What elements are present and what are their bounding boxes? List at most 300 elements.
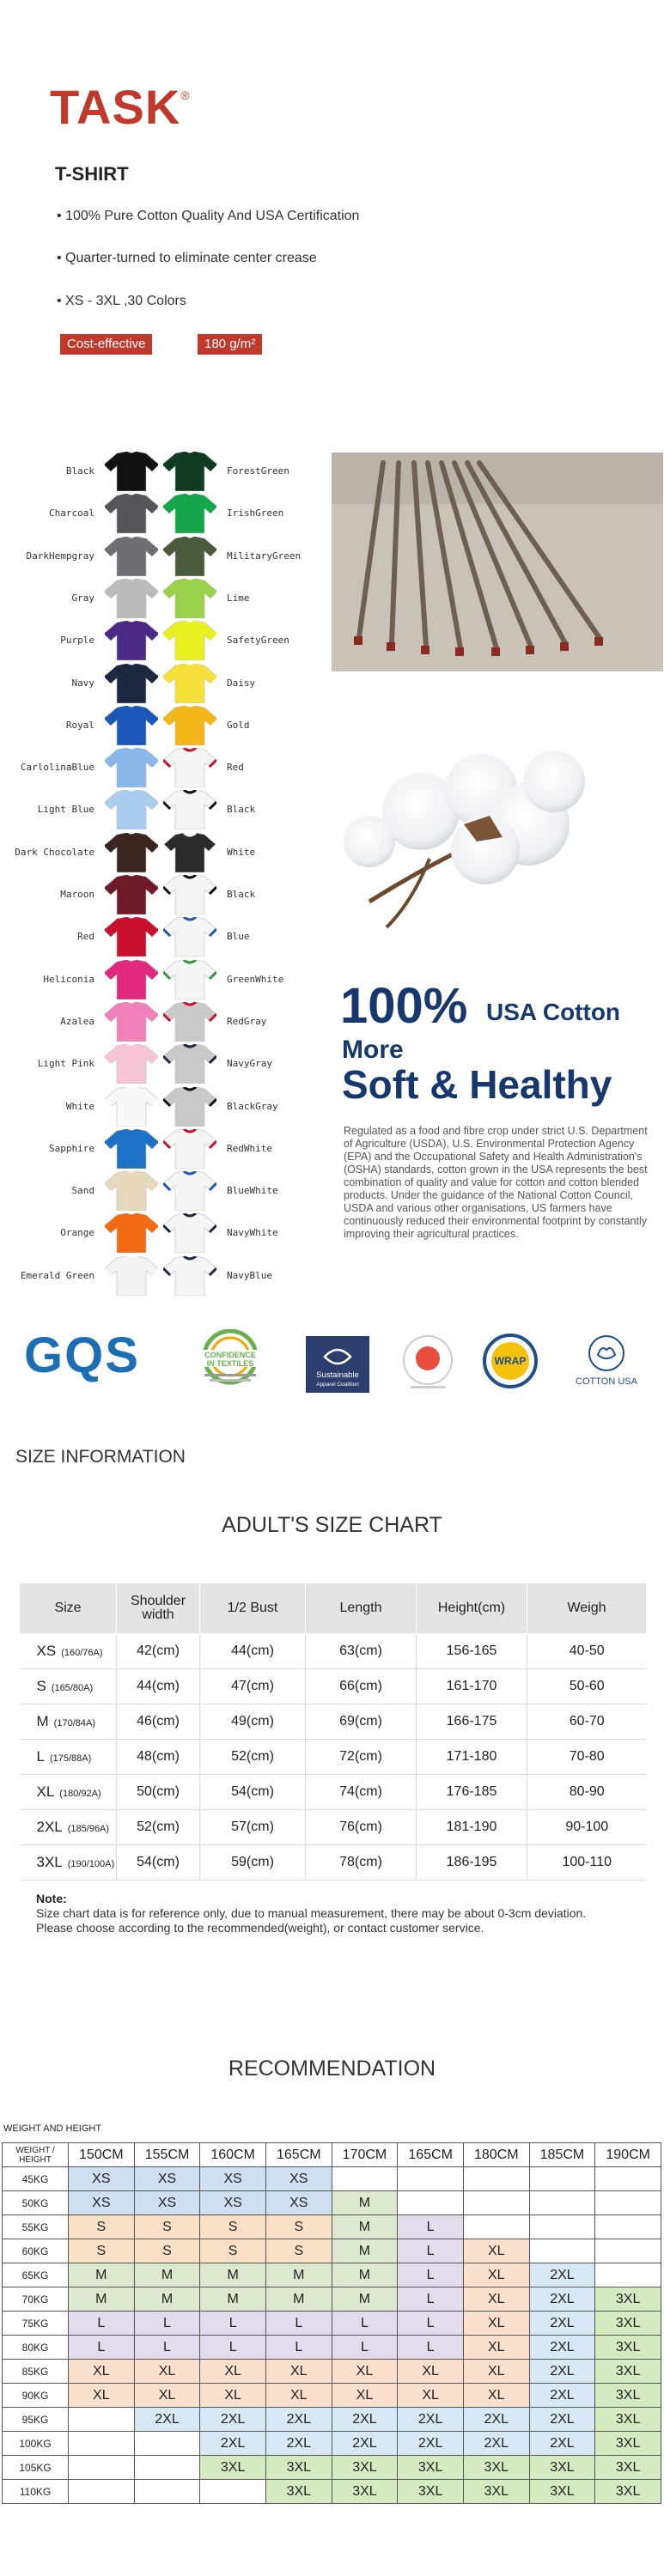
size-recommendation-cell: 2XL [463,2432,529,2456]
note-line: Size chart data is for reference only, due to manual measurement, there may be about 0-3cm deviation. [36,1906,587,1920]
shirt-swatch [105,790,158,829]
shirt-swatch [105,664,158,703]
weight-cell: 110KG [3,2480,69,2504]
bust-cell: 57(cm) [200,1810,306,1845]
shirt-swatch [105,833,158,872]
bust-cell: 59(cm) [200,1845,306,1880]
size-recommendation-cell [463,2191,529,2215]
bust-cell: 54(cm) [200,1775,306,1810]
size-recommendation-cell: 3XL [595,2336,661,2360]
cotton-boll-photo [318,730,610,945]
size-recommendation-cell: 3XL [595,2360,661,2384]
height-header-cell: 170CM [332,2143,398,2167]
shirt-swatch [163,960,216,999]
color-label-left: Azalea [60,1016,94,1027]
size-recommendation-cell [398,2167,464,2191]
size-recommendation-cell: 2XL [529,2408,595,2432]
weight-cell: 75KG [3,2312,69,2336]
height-header-cell: 165CM [398,2143,464,2167]
weight-cell: 90KG [3,2384,69,2408]
size-recommendation-cell: S [69,2215,135,2239]
brand-logo: TASK® [50,80,191,134]
size-recommendation-cell: XL [200,2360,266,2384]
size-recommendation-cell [529,2239,595,2263]
size-chart-table [19,1583,647,1880]
sustainable-apparel-logo [306,1336,369,1396]
color-label-left: Heliconia [43,974,94,985]
size-recommendation-cell: 3XL [332,2456,398,2480]
shoulder-cell: 50(cm) [117,1775,200,1810]
size-recommendation-cell [595,2167,661,2191]
color-label-right: IrishGreen [227,507,284,519]
usa-cotton-percent: 100% [340,978,468,1034]
size-chart-title: ADULT'S SIZE CHART [222,1513,442,1537]
size-recommendation-cell: L [69,2336,135,2360]
sustainable-label: Sustainable [316,1370,359,1380]
note-line: Please choose according to the recommended(weight), or contact customer service. [36,1921,484,1935]
feature-crease: • Quarter-turned to eliminate center crease [57,251,317,265]
size-recommendation-cell: XL [463,2239,529,2263]
size-recommendation-cell: L [69,2312,135,2336]
recommendation-table [2,2142,661,2504]
size-recommendation-cell [134,2456,200,2480]
shirt-swatch [105,1171,158,1211]
size-recommendation-cell: 2XL [200,2432,266,2456]
length-cell: 74(cm) [306,1775,417,1810]
size-recommendation-cell: L [200,2336,266,2360]
size-recommendation-cell [529,2191,595,2215]
size-recommendation-cell: S [265,2239,332,2263]
size-recommendation-cell: 3XL [595,2312,661,2336]
usa-cotton-description: Regulated as a food and fibre crop under strict U.S. Department of Agriculture (USDA), U.S. Environmental Protection Agency (EPA) and the Occupational Safety and Health Administration's (OSHA) standards, cotton grown in the USA represents the best combination of quality and value for cotton and cotton blended products. Under the guidance of the National Cotton Council, USDA and various other organisations, US farmers have continuously reduced their environmental footprint by constantly improving their agricultural practices. [344,1125,648,1240]
size-recommendation-cell: S [134,2239,200,2263]
header-size: Size [20,1583,117,1634]
size-recommendation-cell: S [134,2215,200,2239]
size-recommendation-cell: 3XL [200,2456,266,2480]
height-cell: 156-165 [417,1634,527,1669]
color-label-left: Gray [71,592,94,604]
cotton-usa-text: COTTON USA [576,1376,637,1387]
length-cell: 69(cm) [306,1704,417,1740]
header-shoulder: Shoulder width [117,1583,200,1634]
bust-cell: 49(cm) [200,1704,306,1740]
usa-more-text: More [342,1036,404,1064]
shirt-swatch [105,706,158,745]
color-label-right: RedWhite [227,1143,272,1154]
size-recommendation-cell: M [200,2263,266,2287]
size-recommendation-cell: 3XL [595,2432,661,2456]
shirt-swatch [163,621,216,660]
weight-cell: 100-110 [527,1845,647,1880]
size-recommendation-cell [595,2263,661,2287]
color-label-left: Light Pink [37,1058,94,1069]
size-recommendation-cell: M [332,2215,398,2239]
size-recommendation-cell: XL [134,2360,200,2384]
size-recommendation-cell: M [134,2263,200,2287]
length-cell: 76(cm) [306,1810,417,1845]
color-label-left: Light Blue [37,804,94,815]
recommendation-row [3,2432,661,2456]
size-recommendation-cell [134,2432,200,2456]
shirt-swatch [105,748,158,787]
size-recommendation-cell: 2XL [265,2432,332,2456]
size-recommendation-cell: 3XL [463,2480,529,2504]
recommendation-row [3,2287,661,2312]
size-recommendation-cell: M [134,2287,200,2312]
badge-cost-effective: Cost-effective [60,334,152,355]
shirt-swatch [105,1087,158,1127]
size-recommendation-cell: XL [69,2384,135,2408]
size-recommendation-cell: XL [332,2360,398,2384]
weight-cell: 85KG [3,2360,69,2384]
color-label-right: White [227,847,256,858]
color-label-left: Sapphire [49,1143,94,1154]
size-recommendation-cell: XS [69,2167,135,2191]
shirt-swatch [105,579,158,618]
size-recommendation-cell: XS [134,2191,200,2215]
size-recommendation-cell: L [398,2215,464,2239]
color-label-left: CarlolinaBlue [20,762,94,773]
size-recommendation-cell: L [200,2312,266,2336]
shirt-swatch [163,1002,216,1042]
size-recommendation-cell: XL [69,2360,135,2384]
size-recommendation-cell: L [398,2239,464,2263]
size-recommendation-cell: 2XL [265,2408,332,2432]
cotton-field-photo [332,453,663,671]
size-recommendation-cell: 3XL [332,2480,398,2504]
color-label-right: BlackGray [227,1101,278,1112]
bust-cell: 44(cm) [200,1634,306,1669]
bust-cell: 52(cm) [200,1740,306,1775]
shirt-swatch [163,917,216,957]
header-height: Height(cm) [417,1583,527,1634]
color-label-left: Black [65,465,94,477]
feature-cotton: • 100% Pure Cotton Quality And USA Certification [57,209,360,223]
color-label-left: Navy [71,677,94,689]
seal-logo [400,1333,455,1396]
size-recommendation-cell: 3XL [595,2480,661,2504]
size-recommendation-cell: 2XL [332,2408,398,2432]
size-recommendation-cell: XL [463,2336,529,2360]
size-recommendation-cell: 3XL [529,2480,595,2504]
size-cell: 2XL (185/96A) [20,1810,117,1845]
size-recommendation-cell: L [332,2312,398,2336]
size-recommendation-cell: XS [200,2191,266,2215]
bust-cell: 47(cm) [200,1669,306,1704]
length-cell: 72(cm) [306,1740,417,1775]
shirt-swatch [163,1256,216,1296]
size-recommendation-cell: XL [463,2360,529,2384]
size-recommendation-cell: 2XL [529,2360,595,2384]
height-cell: 186-195 [417,1845,527,1880]
weight-cell: 70-80 [527,1740,647,1775]
size-cell: XS (160/76A) [20,1634,117,1669]
shirt-swatch [163,579,216,618]
recommendation-row [3,2384,661,2408]
size-row [20,1845,647,1880]
recommendation-row [3,2336,661,2360]
height-cell: 166-175 [417,1704,527,1740]
size-recommendation-cell [463,2215,529,2239]
shirt-swatch [105,960,158,999]
recommendation-row [3,2480,661,2504]
weight-cell: 45KG [3,2167,69,2191]
shirt-swatch [163,706,216,745]
weight-cell: 95KG [3,2408,69,2432]
weight-cell: 100KG [3,2432,69,2456]
badge-weight: 180 g/m² [198,334,262,355]
gqs-logo: GQS [24,1327,140,1383]
weight-cell: 80-90 [527,1775,647,1810]
recommendation-row [3,2215,661,2239]
usa-soft-healthy-text: Soft & Healthy [342,1062,612,1107]
size-recommendation-cell: 2XL [332,2432,398,2456]
size-recommendation-cell: 3XL [595,2408,661,2432]
size-recommendation-cell: XS [134,2167,200,2191]
weight-cell: 80KG [3,2336,69,2360]
size-recommendation-cell: 3XL [595,2456,661,2480]
shirt-swatch [163,664,216,703]
oeko-line1: CONFIDENCE [204,1351,256,1359]
shirt-swatch [163,1129,216,1169]
size-recommendation-cell: M [200,2287,266,2312]
size-recommendation-cell [463,2167,529,2191]
shirt-swatch [163,748,216,787]
size-recommendation-cell: M [265,2287,332,2312]
shoulder-cell: 46(cm) [117,1704,200,1740]
recommendation-row [3,2456,661,2480]
size-cell: XL (180/92A) [20,1775,117,1810]
height-header-cell: 190CM [595,2143,661,2167]
recommendation-row [3,2360,661,2384]
shirt-swatch [105,917,158,957]
size-recommendation-cell: 2XL [134,2408,200,2432]
size-cell: M (170/84A) [20,1704,117,1740]
wrap-logo [482,1333,539,1396]
size-recommendation-cell [69,2480,135,2504]
shoulder-cell: 54(cm) [117,1845,200,1880]
size-recommendation-cell: S [200,2239,266,2263]
height-header-cell: 165CM [265,2143,332,2167]
size-recommendation-cell [200,2480,266,2504]
height-header-cell: 160CM [200,2143,266,2167]
size-recommendation-cell: 2XL [398,2408,464,2432]
size-recommendation-cell: 2XL [200,2408,266,2432]
shirt-swatch [163,1044,216,1084]
color-label-right: MilitaryGreen [227,550,302,562]
size-recommendation-cell: XL [200,2384,266,2408]
note-title: Note: [36,1892,67,1905]
color-label-right: RedGray [227,1016,267,1027]
size-recommendation-cell: M [69,2287,135,2312]
weight-cell: 50-60 [527,1669,647,1704]
size-recommendation-cell: S [265,2215,332,2239]
size-recommendation-cell: 3XL [398,2456,464,2480]
size-recommendation-cell [134,2480,200,2504]
color-label-right: Lime [227,592,250,604]
size-recommendation-cell: L [332,2336,398,2360]
weight-cell: 40-50 [527,1634,647,1669]
size-row [20,1810,647,1845]
color-label-right: SafetyGreen [227,635,289,646]
color-label-right: NavyGray [227,1058,272,1069]
weight-cell: 60-70 [527,1704,647,1740]
shirt-swatch [105,1002,158,1042]
recommendation-row [3,2167,661,2191]
color-label-left: Purple [60,635,94,646]
size-recommendation-cell: M [332,2239,398,2263]
size-cell: 3XL (190/100A) [20,1845,117,1880]
size-recommendation-cell: L [398,2336,464,2360]
shirt-swatch [105,494,158,533]
shirt-swatch [163,833,216,872]
shirt-swatch [105,1213,158,1253]
size-recommendation-cell: XL [463,2287,529,2312]
size-row [20,1775,647,1810]
color-label-right: GreenWhite [227,974,284,985]
size-recommendation-cell [595,2191,661,2215]
size-recommendation-cell: M [332,2263,398,2287]
size-recommendation-cell: M [332,2191,398,2215]
size-recommendation-cell: S [200,2215,266,2239]
recommendation-row [3,2263,661,2287]
color-label-right: ForestGreen [227,465,289,477]
length-cell: 66(cm) [306,1669,417,1704]
shirt-swatch [163,1213,216,1253]
recommendation-row [3,2239,661,2263]
size-recommendation-cell [69,2456,135,2480]
length-cell: 78(cm) [306,1845,417,1880]
recommendation-row [3,2191,661,2215]
oeko-tex-logo [187,1329,273,1393]
size-information-title: SIZE INFORMATION [15,1447,186,1467]
sustainable-sub: Apparel Coalition [316,1382,359,1388]
shirt-swatch [105,621,158,660]
weight-cell: 65KG [3,2263,69,2287]
header-length: Length [306,1583,417,1634]
size-recommendation-cell: 2XL [463,2408,529,2432]
size-row [20,1704,647,1740]
size-recommendation-cell: XS [265,2191,332,2215]
size-recommendation-cell: 3XL [265,2456,332,2480]
size-recommendation-cell: M [265,2263,332,2287]
length-cell: 63(cm) [306,1634,417,1669]
color-label-left: Maroon [60,889,94,900]
size-header-row [20,1583,647,1634]
color-label-left: DarkHempgray [26,550,94,562]
oeko-line2: IN TEXTILES [206,1359,254,1368]
size-recommendation-cell: XS [265,2167,332,2191]
usa-cotton-label: USA Cotton [486,999,621,1025]
size-recommendation-cell: XL [398,2384,464,2408]
size-recommendation-cell: M [69,2263,135,2287]
size-cell: L (175/88A) [20,1740,117,1775]
height-header-cell: 180CM [463,2143,529,2167]
size-recommendation-cell [69,2432,135,2456]
size-recommendation-cell: XL [265,2384,332,2408]
shirt-swatch [163,494,216,533]
size-recommendation-cell [595,2215,661,2239]
color-label-right: Daisy [227,677,256,689]
color-label-right: NavyBlue [227,1270,272,1281]
shirt-swatch [105,537,158,576]
shirt-swatch [163,790,216,829]
weight-cell: 55KG [3,2215,69,2239]
height-header-cell: 150CM [69,2143,135,2167]
shirt-swatch [163,1087,216,1127]
shirt-swatch [105,1256,158,1296]
height-cell: 161-170 [417,1669,527,1704]
size-recommendation-cell: L [134,2312,200,2336]
size-recommendation-cell: XL [398,2360,464,2384]
shirt-swatch [163,1171,216,1211]
size-recommendation-cell: XL [134,2384,200,2408]
size-row [20,1740,647,1775]
header-weight: Weigh [527,1583,647,1634]
color-label-right: NavyWhite [227,1227,278,1238]
size-recommendation-cell: L [265,2336,332,2360]
size-recommendation-cell: L [398,2263,464,2287]
size-recommendation-cell: 2XL [529,2287,595,2312]
weight-cell: 70KG [3,2287,69,2312]
color-label-left: Red [77,931,94,942]
color-label-left: Emerald Green [20,1270,94,1281]
height-cell: 171-180 [417,1740,527,1775]
size-recommendation-cell: XS [200,2167,266,2191]
shoulder-cell: 44(cm) [117,1669,200,1704]
size-recommendation-cell: XL [463,2263,529,2287]
recommendation-header-row [3,2143,661,2167]
size-recommendation-cell: 2XL [398,2432,464,2456]
size-recommendation-cell: 3XL [595,2287,661,2312]
size-recommendation-cell [69,2408,135,2432]
size-recommendation-cell: 2XL [529,2336,595,2360]
height-cell: 176-185 [417,1775,527,1810]
color-label-left: Dark Chocolate [15,847,94,858]
size-recommendation-cell: 2XL [529,2384,595,2408]
size-recommendation-cell: XL [265,2360,332,2384]
weight-cell: 105KG [3,2456,69,2480]
feature-sizes: • XS - 3XL ,30 Colors [57,294,186,308]
weight-cell: 90-100 [527,1810,647,1845]
header-bust: 1/2 Bust [200,1583,306,1634]
size-recommendation-cell: XL [463,2312,529,2336]
color-label-right: Black [227,804,256,815]
weight-cell: 50KG [3,2191,69,2215]
shirt-swatch [105,452,158,491]
height-cell: 181-190 [417,1810,527,1845]
shoulder-cell: 42(cm) [117,1634,200,1669]
size-recommendation-cell: 2XL [529,2312,595,2336]
shirt-swatch [105,1044,158,1084]
height-header-cell: 155CM [134,2143,200,2167]
shirt-swatch [163,537,216,576]
size-recommendation-cell: L [398,2287,464,2312]
recommendation-title: RECOMMENDATION [228,2057,436,2081]
shirt-swatch [105,1129,158,1169]
size-recommendation-cell: XL [332,2384,398,2408]
weight-height-label: WEIGHT AND HEIGHT [3,2123,102,2134]
color-label-left: Royal [65,720,94,731]
size-recommendation-cell: L [398,2312,464,2336]
size-recommendation-cell: 3XL [529,2456,595,2480]
size-recommendation-cell: XS [69,2191,135,2215]
height-header-cell: 185CM [529,2143,595,2167]
color-label-left: Orange [60,1227,94,1238]
size-recommendation-cell: XL [463,2384,529,2408]
recommendation-row [3,2312,661,2336]
size-recommendation-cell: L [134,2336,200,2360]
